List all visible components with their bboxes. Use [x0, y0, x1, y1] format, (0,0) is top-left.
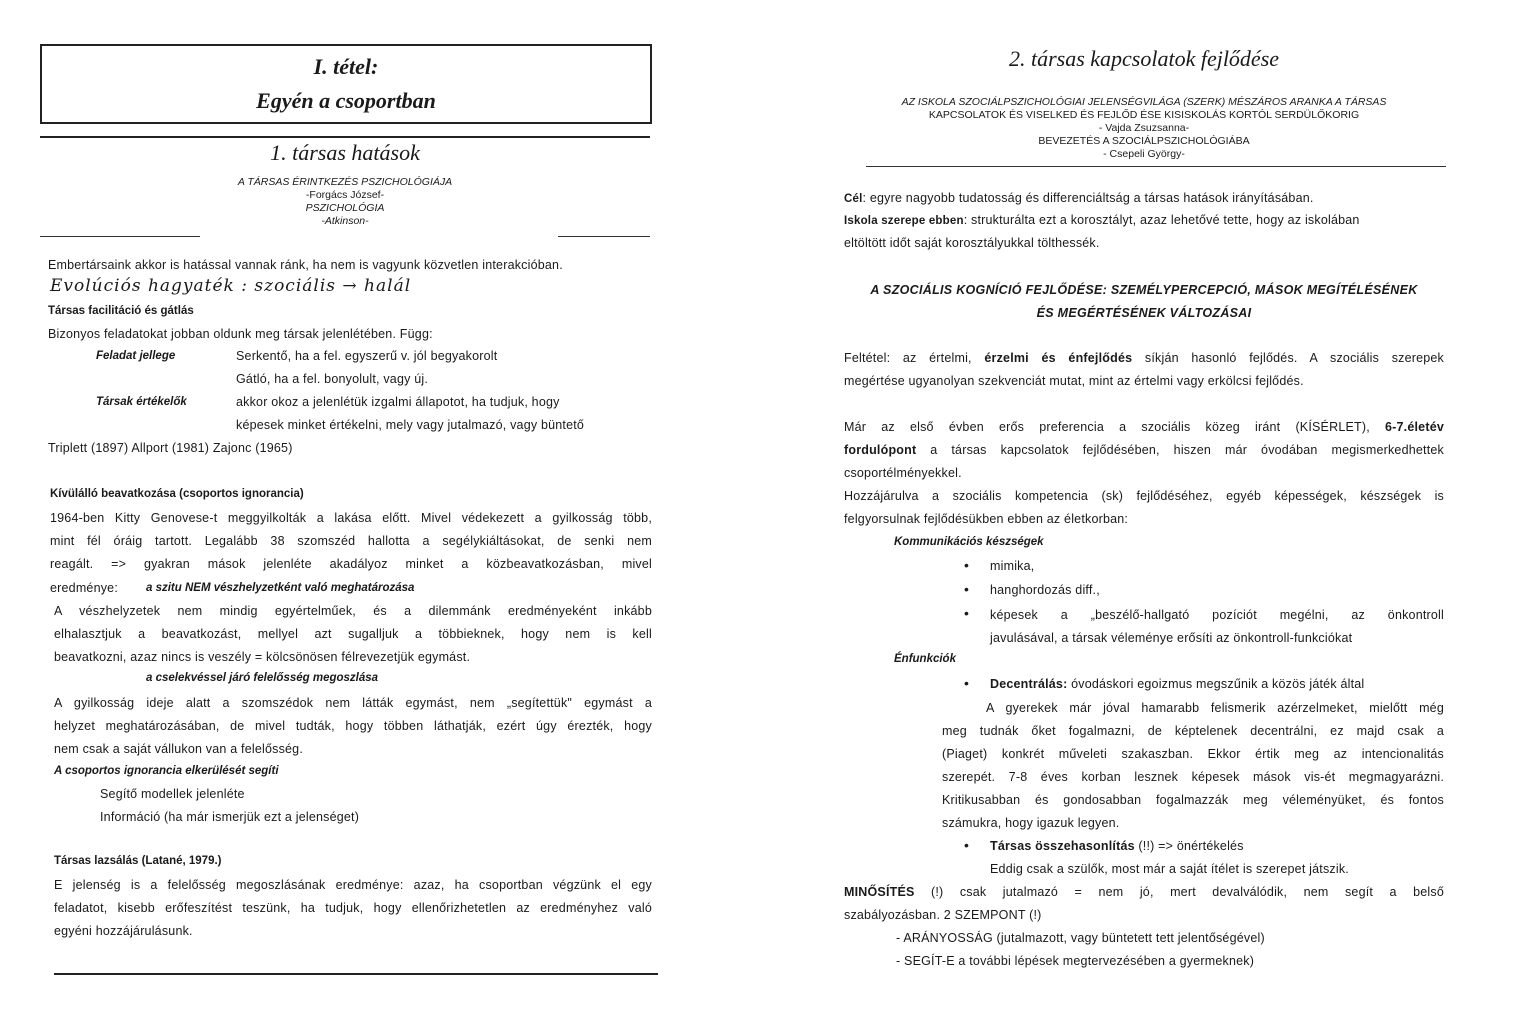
paragraph-line: [844, 881, 1444, 904]
dilemma-paragraph: [54, 600, 652, 669]
paragraph-line: egyéni hozzájárulásunk.: [54, 924, 193, 938]
rating-item: - ARÁNYOSSÁG (jutalmazott, vagy büntetett tett jelentőségével): [896, 931, 1265, 945]
ref-line: - Vajda Zsuzsanna-: [1098, 122, 1190, 134]
neighbors-paragraph: [54, 692, 652, 761]
condition-label: Feltétel:: [844, 351, 891, 365]
paragraph-line: mint fél óráig tartott. Legalább 38 szomszéd hallotta a segélykiáltásokat, de senki nem: [50, 534, 652, 548]
paragraph-line: helyzet meghatározásában, de mivel tudták, hogy többen láthatják, ezért úgy érezték, hogy: [54, 719, 652, 733]
ref-line: -Forgács József-: [305, 189, 385, 201]
school-label: Iskola szerepe ebben: [844, 215, 964, 227]
text-span: óvodáskori egoizmus megszűnik a közös játék által: [1067, 677, 1365, 691]
evaluator-label: Társak értékelők: [96, 396, 187, 408]
bullet-icon: •: [964, 675, 969, 691]
paragraph-line: beavatkozni, azaz nincs is veszély = kölcsönösen félrevezetjük egymást.: [54, 650, 471, 664]
paragraph-line: reagált. => gyakran mások jelenléte akadályoz minket a közbeavatkozásban, mivel: [50, 557, 652, 571]
school-line: eltöltött időt saját korosztályukkal tölthessék.: [844, 236, 1100, 250]
facilitation-heading: Társas facilitáció és gátlás: [48, 305, 194, 317]
decentration-label: Decentrálás:: [990, 677, 1068, 691]
school-text: : strukturálta ezt a korosztályt, azaz lehetővé tette, hogy az iskolában: [963, 213, 1360, 227]
self-functions-heading: Énfunkciók: [894, 653, 956, 665]
section-heading: 1. társas hatások: [270, 140, 420, 165]
intro-text: Embertársaink akkor is hatással vannak ránk, ha nem is vagyunk közvetlen interakcióban.: [48, 258, 563, 272]
paragraph-line: [844, 416, 1444, 439]
text-span: a társas kapcsolatok fejlődésében, hiszen már óvodában megismerkedhettek: [916, 443, 1444, 457]
paragraph-line: szerepét. 7-8 éves korban lesznek képesek mások vis-ét megmagyarázni.: [942, 770, 1444, 784]
bullet-icon: •: [964, 837, 969, 853]
paragraph-line: szabályozásban. 2 SZEMPONT (!): [844, 908, 1042, 922]
task-line: Serkentő, ha a fel. egyszerű v. jól begyakorolt: [236, 349, 498, 363]
bullet-icon: •: [964, 581, 969, 597]
help-heading: A csoportos ignorancia elkerülését segíti: [54, 765, 279, 777]
paragraph-line: 1964-ben Kitty Genovese-t meggyilkolták a lakása előtt. Mivel védekezett a gyilkosság több,: [50, 511, 652, 525]
paragraph-line: [844, 439, 1444, 462]
ref-line: -Atkinson-: [321, 215, 369, 227]
task-label: Feladat jellege: [96, 350, 176, 362]
text-span: (!) csak jutalmazó = nem jó, mert devalválódik, nem segít a belső: [914, 885, 1444, 899]
comparison-label: Társas összehasonlítás: [990, 839, 1135, 853]
paragraph-line: A gyerekek már jóval hamarabb felismerik azérzelmeket, mielőtt még: [986, 701, 1444, 715]
divider: [866, 166, 1446, 167]
reference-block: [844, 96, 1444, 161]
divider: [558, 236, 650, 237]
responsibility-heading: a cselekvéssel járó felelősség megoszlása: [146, 672, 379, 684]
text-span: az értelmi,: [890, 351, 985, 365]
paragraph-line: csoportélményekkel.: [844, 466, 962, 480]
ref-line: - Csepeli György-: [1103, 148, 1185, 160]
paragraph-line: elhalasztjuk a beavatkozást, mellyel azt sugalljuk a többieknek, hogy nem is kell: [54, 627, 652, 641]
title-line1: I. tétel:: [313, 54, 379, 79]
evaluator-line: képesek minket értékelni, mely vagy jutalmazó, vagy büntető: [236, 418, 585, 432]
goal-line: [844, 191, 1314, 205]
text-span: (!!) => önértékelés: [1134, 839, 1244, 853]
handwritten-note: Evolúciós hagyaték : szociális → halál: [50, 276, 412, 296]
evaluator-line: akkor okoz a jelenlétük izgalmi állapotot, ha tudjuk, hogy: [236, 395, 560, 409]
help-item: Információ (ha már ismerjük ezt a jelenséget): [100, 810, 360, 824]
ref-line: AZ ISKOLA SZOCIÁLPSZICHOLÓGIAI JELENSÉGVILÁGA (SZERK) MÉSZÁROS ARANKA A TÁRSAS: [901, 96, 1387, 108]
paragraph-line: nem csak a saját vállukon van a felelősség.: [54, 742, 304, 756]
paragraph-line: felgyorsulnak fejlődésükben ebben az életkorban:: [844, 512, 1129, 526]
section-heading: 2. társas kapcsolatok fejlődése: [1008, 46, 1280, 71]
paragraph-line: számukra, hogy igazuk legyen.: [942, 816, 1120, 830]
ref-line: KAPCSOLATOK ÉS VISELKED ÉS FEJLŐD ÉSE KISISKOLÁS KORTÓL SERDÜLŐKORIG: [928, 109, 1360, 121]
paragraph-line: A gyilkosság ideje alatt a szomszédok nem látták egymást, nem „segítettük" egymást a: [54, 696, 652, 710]
paragraph-line: A vészhelyzetek nem mindig egyértelműek, és a dilemmánk eredményeként inkább: [54, 604, 652, 618]
goal-text: : egyre nagyobb tudatosság és differenciáltság a társas hatások irányításában.: [862, 191, 1314, 205]
goal-label: Cél: [844, 193, 863, 205]
bystander-paragraph: [50, 507, 652, 576]
loafing-heading: Társas lazsálás (Latané, 1979.): [54, 855, 222, 867]
decentration-line: [990, 677, 1364, 691]
paragraph-line: (Piaget) konkrét műveleti szakaszban. Ekkor értik meg az intencionalitás: [942, 747, 1444, 761]
communication-item: [990, 604, 1444, 650]
divider: [54, 973, 658, 975]
rating-item: - SEGÍT-E a további lépések megtervezésében a gyermeknek): [896, 954, 1255, 968]
reference-block: [40, 176, 650, 228]
authors-text: Triplett (1897) Allport (1981) Zajonc (1965): [48, 441, 293, 455]
ref-line: A TÁRSAS ÉRINTKEZÉS PSZICHOLÓGIÁJA: [237, 176, 453, 188]
divider: [40, 236, 200, 237]
paragraph-line: feladatot, kisebb erőfeszítést teszünk, ha tudjuk, hogy ellenőrizhetetlen az eredményhez való: [54, 901, 652, 915]
communication-heading: Kommunikációs készségek: [894, 536, 1044, 548]
paragraph-line: [844, 347, 1444, 370]
condition-paragraph: [844, 347, 1444, 393]
communication-item: mimika,: [990, 559, 1035, 573]
facilitation-text: Bizonyos feladatokat jobban oldunk meg társak jelenlétében. Függ:: [48, 327, 433, 341]
comparison-line: [990, 839, 1244, 853]
communication-item: hanghordozás diff.,: [990, 583, 1100, 597]
bold-span: fordulópont: [844, 443, 917, 457]
ref-line: PSZICHOLÓGIA: [305, 202, 385, 214]
ref-line: BEVEZETÉS A SZOCIÁLPSZICHOLÓGIÁBA: [1038, 135, 1250, 147]
rating-paragraph: [844, 881, 1444, 927]
paragraph-line: eredménye:: [50, 581, 119, 595]
title-line2: Egyén a csoportban: [256, 88, 436, 113]
bystander-heading: Kívülálló beavatkozása (csoportos ignorancia): [50, 488, 304, 500]
cognition-heading: A SZOCIÁLIS KOGNÍCIÓ FEJLŐDÉSE: SZEMÉLYPERCEPCIÓ, MÁSOK MEGÍTÉLÉSÉNEK: [870, 283, 1418, 297]
left-page: [0, 0, 700, 1010]
paragraph-line: megértése ugyanolyan szekvenciát mutat, mint az értelmi vagy erkölcsi fejlődés.: [844, 374, 1304, 388]
text-span: síkján hasonló fejlődés. A szociális szerepek: [1132, 351, 1445, 365]
comparison-line: Eddig csak a szülők, most már a saját ítélet is szerepet játszik.: [990, 862, 1349, 876]
help-item: Segítő modellek jelenléte: [100, 787, 245, 801]
paragraph-line: képesek a „beszélő-hallgató pozíciót megélni, az önkontroll: [990, 608, 1444, 622]
paragraph-line: Hozzájárulva a szociális kompetencia (sk) fejlődéséhez, egyéb képességek, készségek is: [844, 489, 1444, 503]
right-page: [780, 0, 1514, 1010]
task-line: Gátló, ha a fel. bonyolult, vagy új.: [236, 372, 429, 386]
cognition-heading: ÉS MEGÉRTÉSÉNEK VÁLTOZÁSAI: [1036, 306, 1252, 320]
bullet-icon: •: [964, 557, 969, 573]
loafing-paragraph: [54, 874, 652, 943]
paragraph-line: meg tudnák őket fogalmazni, de képtelenek decentrálni, ez majd csak a: [942, 724, 1444, 738]
decentration-paragraph: [942, 697, 1444, 835]
bold-span: érzelmi és énfejlődés: [984, 351, 1133, 365]
text-span: Már az első évben erős preferencia a szociális közeg iránt (KÍSÉRLET),: [844, 420, 1386, 434]
paragraph-line: javulásával, a társak véleménye erősíti az önkontroll-funkciókat: [990, 631, 1353, 645]
bold-conclusion: a szitu NEM vészhelyzetként való meghatározása: [146, 582, 415, 594]
title-box: [40, 44, 652, 124]
first-year-paragraph: [844, 416, 1444, 531]
paragraph-line: Kritikusabban és gondosabban fogalmazzák meg véleményüket, és fontos: [942, 793, 1444, 807]
divider: [40, 136, 650, 138]
rating-label: MINŐSÍTÉS: [844, 885, 915, 899]
bullet-icon: •: [964, 605, 969, 621]
school-line: [844, 213, 1360, 227]
paragraph-line: E jelenség is a felelősség megoszlásának eredménye: azaz, ha csoportban végzünk el egy: [54, 878, 652, 892]
bold-span: 6-7.életév: [1385, 420, 1444, 434]
